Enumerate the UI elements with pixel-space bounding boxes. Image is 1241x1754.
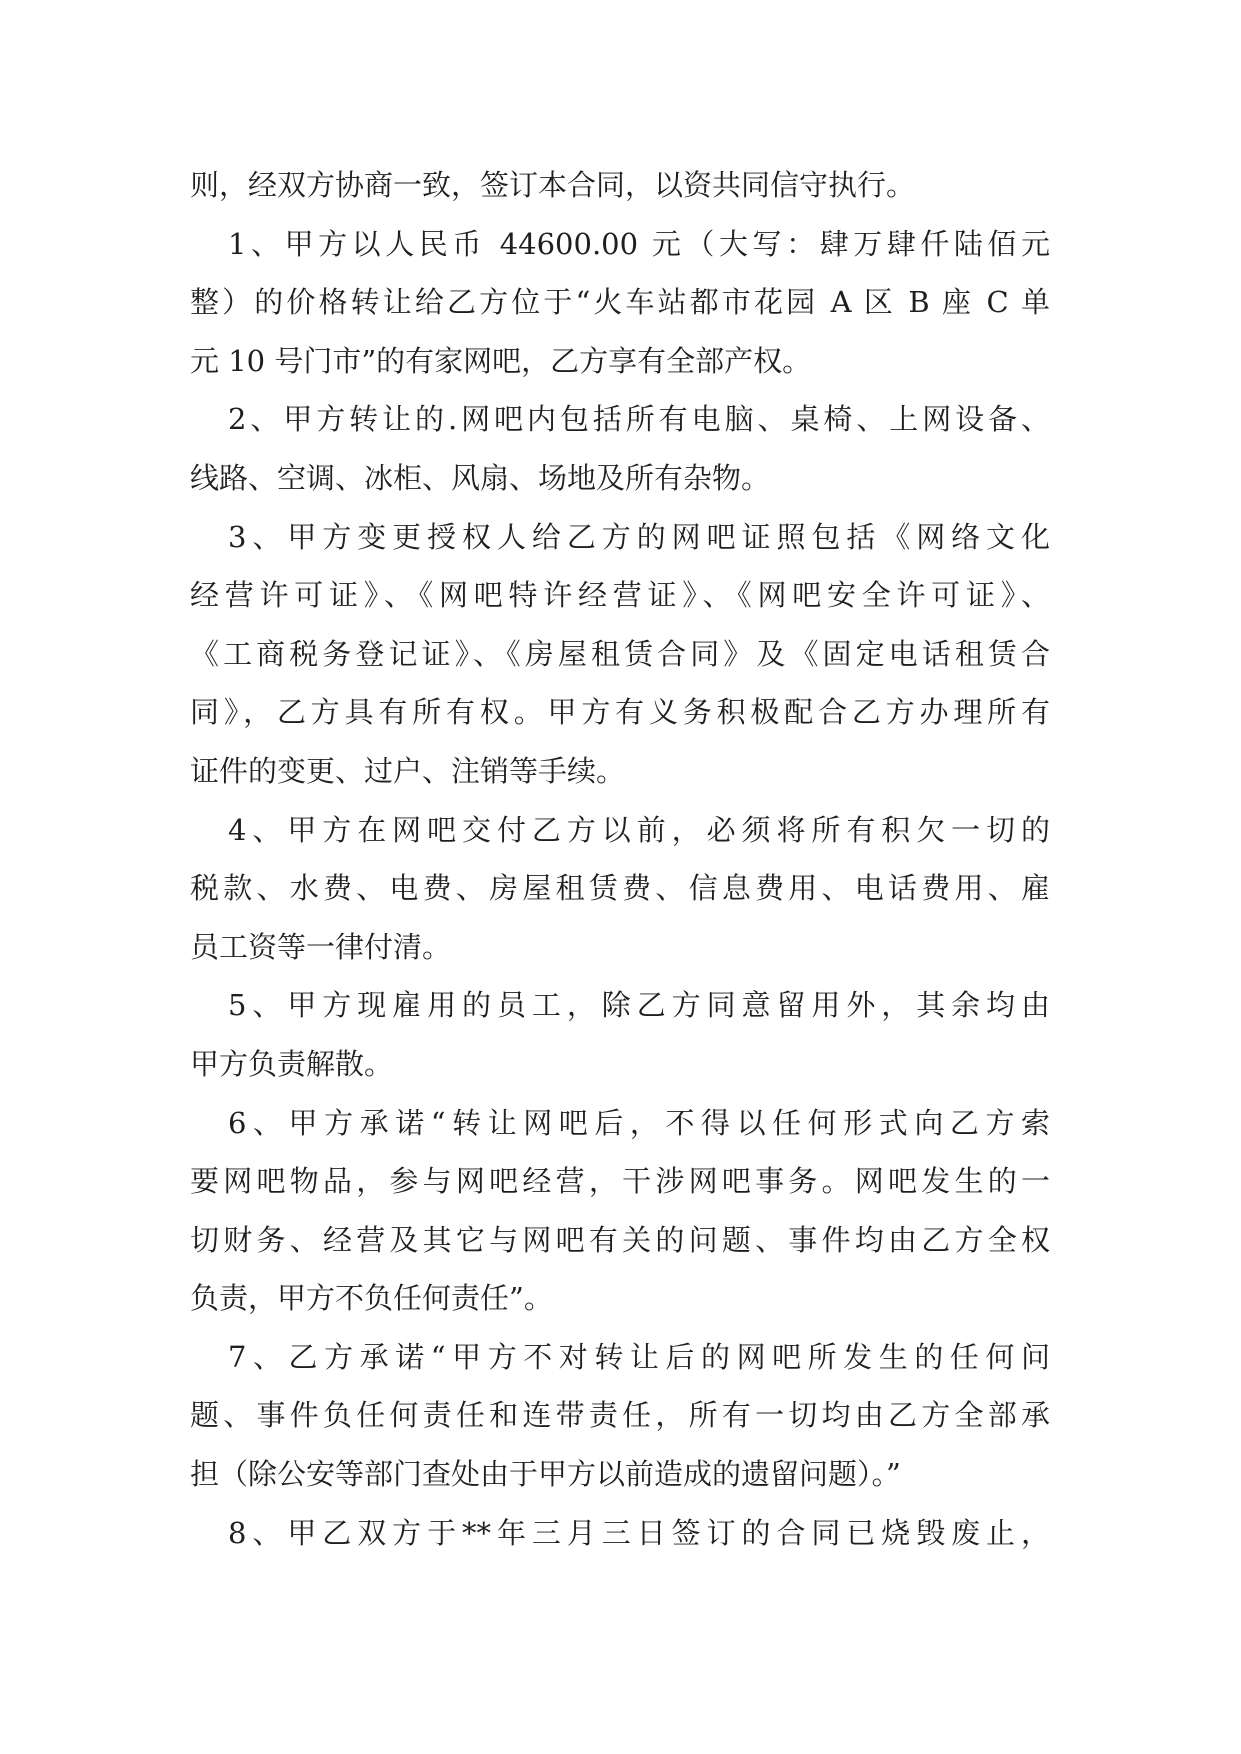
clause-5 (190, 976, 1050, 1093)
text-line: 负责，甲方不负任何责任”。 (190, 1281, 553, 1316)
text-line: 5、甲方现雇用的员工，除乙方同意留用外，其余均由 (228, 988, 1050, 1023)
clause-3 (190, 508, 1050, 801)
text-line: 整）的价格转让给乙方位于“火车站都市花园 A 区 B 座 C 单 (190, 285, 1050, 320)
text-line: 证件的变更、过户、注销等手续。 (190, 753, 626, 788)
clause-2 (190, 390, 1050, 507)
text-line: 切财务、经营及其它与网吧有关的问题、事件均由乙方全权 (190, 1222, 1050, 1257)
text-line: 经营许可证》、《网吧特许经营证》、《网吧安全许可证》、 (190, 578, 1050, 613)
text-line: 员工资等一律付清。 (190, 929, 452, 964)
text-line: 3、甲方变更授权人给乙方的网吧证照包括《网络文化 (228, 519, 1050, 554)
clause-7 (190, 1328, 1050, 1504)
clause-8 (190, 1504, 1050, 1563)
text-line: 4、甲方在网吧交付乙方以前，必须将所有积欠一切的 (228, 812, 1050, 847)
text-line: 同》，乙方具有所有权。甲方有义务积极配合乙方办理所有 (190, 695, 1050, 730)
text-line: 甲方负责解散。 (190, 1046, 394, 1081)
text-line: 《工商税务登记证》、《房屋租赁合同》及《固定电话租赁合 (190, 636, 1050, 671)
text-line: 担（除公安等部门查处由于甲方以前造成的遗留问题）。” (190, 1457, 901, 1492)
text-line: 7、乙方承诺“甲方不对转让后的网吧所发生的任何问 (228, 1339, 1050, 1374)
text-line: 8、甲乙双方于**年三月三日签订的合同已烧毁废止， (228, 1515, 1050, 1550)
clause-1 (190, 215, 1050, 391)
text-line: 要网吧物品，参与网吧经营，干涉网吧事务。网吧发生的一 (190, 1164, 1050, 1199)
text-line: 则，经双方协商一致，签订本合同，以资共同信守执行。 (190, 168, 916, 202)
text-line: 6、甲方承诺“转让网吧后，不得以任何形式向乙方索 (228, 1105, 1050, 1140)
text-line: 题、事件负任何责任和连带责任，所有一切均由乙方全部承 (190, 1398, 1050, 1433)
text-line: 2、甲方转让的.网吧内包括所有电脑、桌椅、上网设备、 (228, 402, 1050, 437)
clause-6 (190, 1094, 1050, 1328)
text-line: 元 10 号门市”的有家网吧，乙方享有全部产权。 (190, 343, 812, 378)
contract-body (190, 156, 1050, 1562)
text-line: 税款、水费、电费、房屋租赁费、信息费用、电话费用、雇 (190, 871, 1050, 906)
text-line: 1、甲方以人民币 44600.00 元（大写：肆万肆仟陆佰元 (228, 226, 1050, 261)
paragraph-preamble (190, 156, 1050, 215)
clause-4 (190, 801, 1050, 977)
text-line: 线路、空调、冰柜、风扇、场地及所有杂物。 (190, 460, 771, 495)
